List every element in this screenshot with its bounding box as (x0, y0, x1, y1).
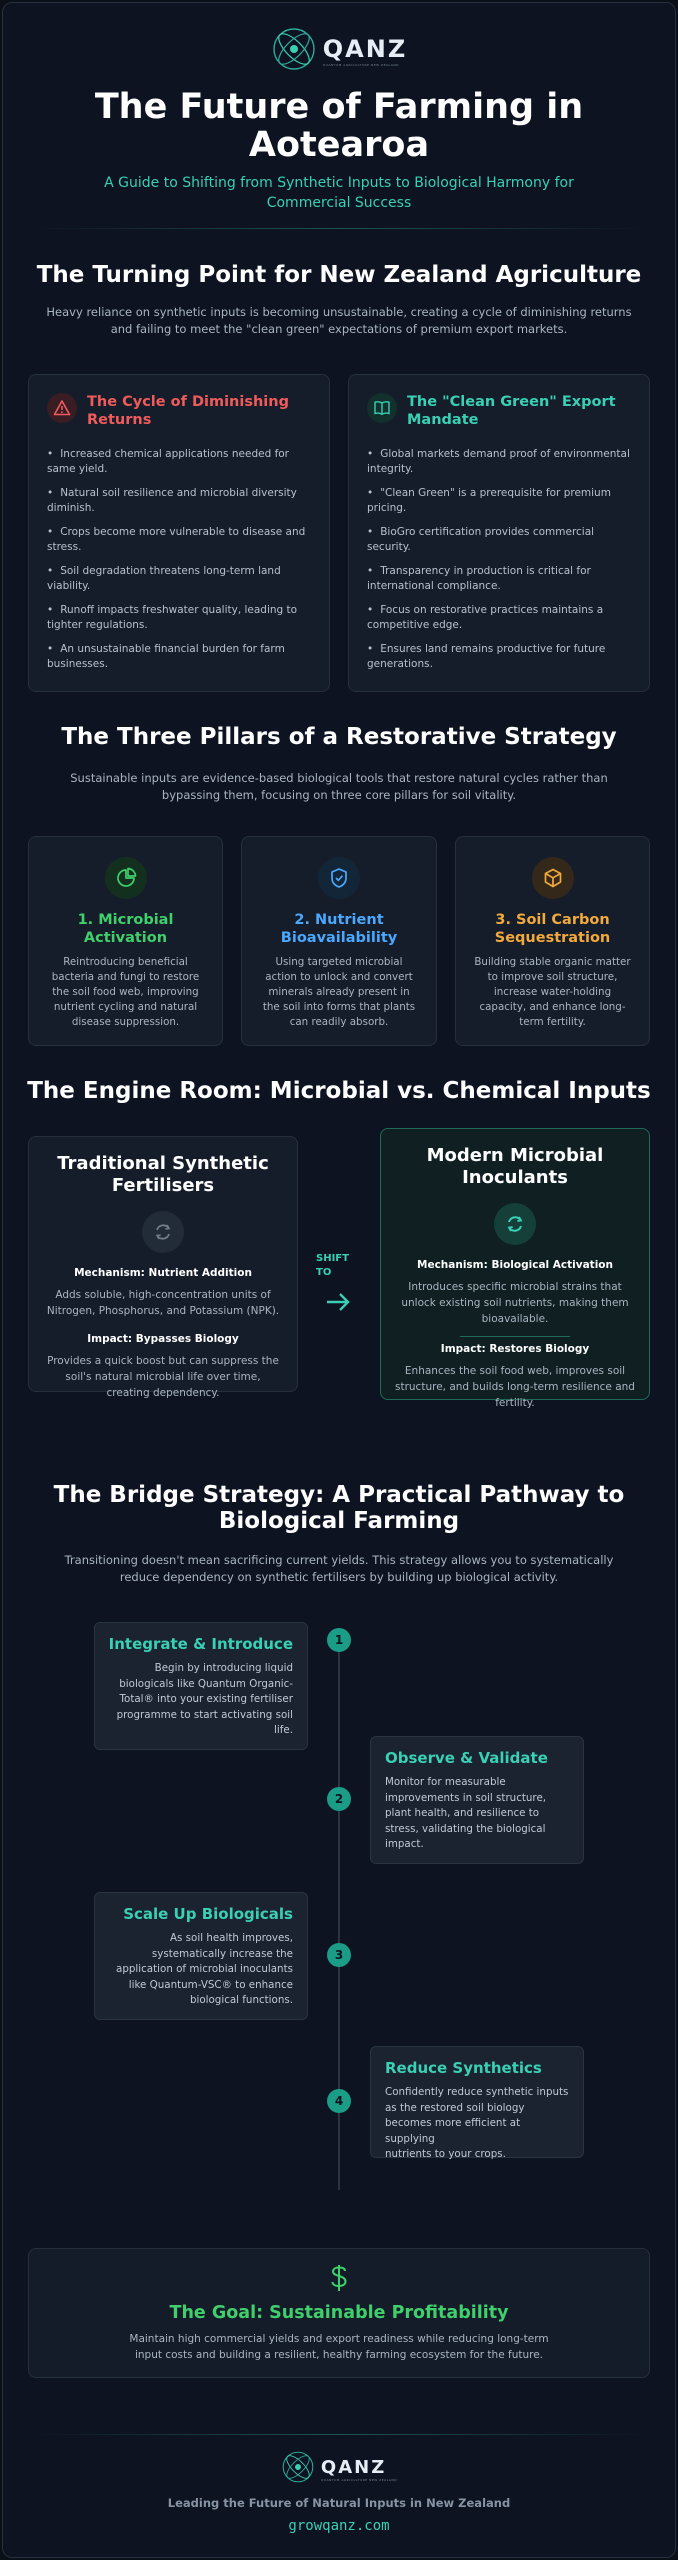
page-subtitle-line1: A Guide to Shifting from Synthetic Inputs to Biological Harmony for (104, 175, 574, 191)
step-text-line: Total® into your existing fertiliser (119, 1693, 293, 1705)
goal-card (28, 2248, 650, 2378)
footer-logo[interactable] (0, 2450, 678, 2488)
synthetic-fertilisers-card (28, 1136, 298, 1399)
step-number: 1 (327, 1628, 351, 1652)
turning-point-title: The Turning Point for New Zealand Agriculture (36, 262, 642, 288)
diminishing-returns-card (28, 374, 330, 692)
synthetic-impact-line: creating dependency. (106, 1387, 220, 1399)
logo-icon (271, 26, 317, 76)
logo-subtext: QUANTUM AGRICULTURE NEW ZEALAND (322, 63, 399, 67)
bridge-title-line1: The Bridge Strategy: A Practical Pathway to (53, 1482, 625, 1508)
pillar-title-line2: Sequestration (494, 930, 611, 946)
microbial-impact-line: fertility. (495, 1397, 535, 1409)
microbial-impact-line: Enhances the soil food web, improves soil (404, 1365, 626, 1377)
synthetic-mechanism-line: Adds soluble, high-concentration units of (55, 1289, 271, 1301)
footer-logo-text: QANZ (320, 2456, 387, 2478)
pillars-intro-line2: bypassing them, focusing on three core pillars for soil vitality. (161, 788, 517, 802)
step-number: 2 (327, 1787, 351, 1811)
synthetic-impact-text (29, 1353, 297, 1401)
step-text-line: improvements in soil structure, (385, 1791, 547, 1804)
synthetic-mechanism-line: Nitrogen, Phosphorus, and Potassium (NPK). (46, 1305, 280, 1317)
synthetic-fertilisers-title-line2: Fertilisers (111, 1175, 215, 1196)
step-text (105, 1931, 293, 2009)
pillar-text-line: the soil into forms that plants (262, 1001, 416, 1013)
shift-to-label (316, 1252, 349, 1280)
list-item: • Natural soil resilience and microbial diversity diminish. (47, 486, 315, 516)
step-text-line: Monitor for measurable (385, 1776, 506, 1788)
step-text-line: like Quantum-VSC® to enhance (128, 1978, 293, 1991)
synthetic-mechanism-text (29, 1287, 297, 1319)
footer-tagline: Leading the Future of Natural Inputs in New Zealand (167, 2496, 511, 2510)
synthetic-impact-label: Impact: Bypasses Biology (87, 1333, 239, 1345)
step-text-line: systematically increase the (151, 1947, 293, 1960)
logo-text: QANZ (322, 35, 408, 63)
page-title (0, 88, 678, 164)
header-logo[interactable] (0, 26, 678, 76)
synthetic-impact-line: Provides a quick boost but can suppress the (47, 1355, 279, 1367)
header-divider (30, 228, 648, 229)
engine-title: The Engine Room: Microbial vs. Chemical Inputs (27, 1078, 651, 1104)
microbial-mechanism-line: bioavailable. (481, 1313, 549, 1325)
turning-point-intro-line1: Heavy reliance on synthetic inputs is becoming unsustainable, creating a cycle of diminishing returns (46, 305, 632, 319)
pillar-text (242, 955, 436, 1030)
list-item: • Ensures land remains productive for future generations. (367, 642, 635, 672)
pillar-text-line: Using targeted microbial (275, 956, 403, 968)
dollar-icon (328, 2278, 350, 2297)
bridge-intro (40, 1552, 638, 1586)
warning-icon (47, 393, 77, 423)
footer-logo-subtext: QUANTUM AGRICULTURE NEW ZEALAND (320, 2477, 398, 2482)
step-text-line: biologicals like Quantum Organic- (119, 1677, 293, 1690)
pillar-title (29, 911, 222, 947)
step-text-line: nutrients to your crops. (385, 2148, 506, 2160)
list-item: • An unsustainable financial burden for farm businesses. (47, 642, 315, 672)
step-number: 4 (327, 2089, 351, 2113)
microbial-card-divider (460, 1336, 570, 1337)
microbial-mechanism-line: unlock existing soil nutrients, making them (401, 1297, 629, 1309)
pillars-intro-line1: Sustainable inputs are evidence-based biological tools that restore natural cycles rather than (70, 771, 608, 785)
page-subtitle (0, 173, 678, 213)
pillar-card-carbon (455, 836, 650, 1046)
refresh-faded-icon (142, 1211, 184, 1253)
step-text-line: plant health, and resilience to (385, 1807, 540, 1819)
pillar-card-microbial (28, 836, 223, 1046)
step-card-observe (370, 1736, 584, 1864)
step-text-line: programme to start activating soil (116, 1708, 293, 1721)
pillar-text-line: term fertility. (519, 1016, 586, 1028)
microbial-inoculants-card (380, 1128, 650, 1409)
pillar-title-line1: 3. Soil Carbon (495, 912, 610, 928)
microbial-inoculants-title-line1: Modern Microbial (426, 1145, 604, 1166)
footer-logo-icon (281, 2450, 315, 2488)
step-text-line: impact. (385, 1838, 424, 1850)
pillar-text-line: action to unlock and convert (265, 971, 413, 983)
pillar-title-line2: Activation (83, 930, 168, 946)
diminishing-returns-list (29, 429, 329, 672)
step-text-line: stress, validating the biological (385, 1822, 546, 1835)
step-card-scale-up (94, 1892, 308, 2020)
shield-icon (318, 857, 360, 899)
step-text (105, 1661, 293, 1739)
clean-green-list (349, 429, 649, 672)
microbial-impact-line: structure, and builds long-term resilience and (395, 1381, 635, 1393)
step-card-reduce (370, 2046, 584, 2158)
step-text (385, 2085, 573, 2163)
synthetic-fertilisers-title-line1: Traditional Synthetic (57, 1153, 269, 1174)
page-title-line2: Aotearoa (248, 125, 430, 165)
pillar-title (242, 911, 436, 947)
turning-point-intro (40, 304, 638, 338)
pillar-text-line: bacteria and fungi to restore (51, 971, 200, 983)
list-item: • "Clean Green" is a prerequisite for premium pricing. (367, 486, 635, 516)
list-item: • Focus on restorative practices maintains a competitive edge. (367, 603, 635, 633)
page-subtitle-line2: Commercial Success (266, 195, 412, 211)
step-text-line: as the restored soil biology (385, 2101, 525, 2114)
step-title: Scale Up Biologicals (123, 1905, 293, 1923)
synthetic-mechanism-label: Mechanism: Nutrient Addition (74, 1267, 252, 1279)
shift-label-line1: SHIFT (316, 1253, 349, 1264)
pillars-title: The Three Pillars of a Restorative Strategy (61, 724, 617, 750)
clean-green-title-line2: Mandate (407, 412, 479, 428)
microbial-mechanism-label: Mechanism: Biological Activation (417, 1259, 613, 1271)
bridge-intro-line2: reduce dependency on synthetic fertilisers by building up biological activity. (119, 1570, 559, 1584)
synthetic-impact-line: soil's natural microbial life over time, (65, 1371, 261, 1383)
synthetic-fertilisers-title (29, 1153, 297, 1197)
list-item: • BioGro certification provides commercial security. (367, 525, 635, 555)
pillar-text-line: disease suppression. (71, 1016, 180, 1028)
pillar-title-line1: 2. Nutrient (294, 912, 384, 928)
step-text (385, 1775, 573, 1853)
list-item: • Runoff impacts freshwater quality, leading to tighter regulations. (47, 603, 315, 633)
clean-green-card (348, 374, 650, 692)
step-title: Observe & Validate (385, 1749, 548, 1767)
list-item: • Crops become more vulnerable to disease and stress. (47, 525, 315, 555)
pillar-text-line: Reintroducing beneficial (63, 956, 188, 968)
pillar-text-line: to improve soil structure, (487, 971, 618, 983)
page-title-line1: The Future of Farming in (94, 87, 584, 127)
bridge-title (0, 1482, 678, 1534)
arrow-right-icon (324, 1290, 352, 1318)
pillar-text-line: Building stable organic matter (474, 956, 631, 968)
turning-point-intro-line2: and failing to meet the "clean green" expectations of premium export markets. (110, 322, 568, 336)
step-text-line: As soil health improves, (169, 1932, 293, 1944)
microbial-mechanism-line: Introduces specific microbial strains that (408, 1281, 622, 1293)
pillar-text-line: nutrient cycling and natural (53, 1001, 198, 1013)
footer-url-link[interactable]: growqanz.com (288, 2518, 390, 2534)
cube-icon (532, 857, 574, 899)
pie-chart-icon (105, 857, 147, 899)
list-item: • Increased chemical applications needed for same yield. (47, 447, 315, 477)
pillar-text-line: the soil food web, improving (52, 986, 199, 998)
step-text-line: biological functions. (189, 1994, 293, 2006)
refresh-icon (494, 1203, 536, 1245)
step-text-line: Confidently reduce synthetic inputs (385, 2086, 569, 2098)
step-card-integrate (94, 1622, 308, 1750)
book-icon (367, 393, 397, 423)
clean-green-title (407, 393, 616, 429)
microbial-inoculants-title-line2: Inoculants (462, 1167, 568, 1188)
step-title: Reduce Synthetics (385, 2059, 542, 2077)
microbial-impact-label: Impact: Restores Biology (440, 1343, 590, 1355)
bridge-title-line2: Biological Farming (218, 1508, 460, 1534)
pillar-text (456, 955, 649, 1030)
list-item: • Global markets demand proof of environmental integrity. (367, 447, 635, 477)
step-text-line: Begin by introducing liquid (154, 1662, 293, 1674)
goal-text (29, 2331, 649, 2363)
pillar-text-line: capacity, and enhance long- (479, 1001, 626, 1013)
pillar-text-line: increase water-holding (493, 986, 612, 998)
goal-title: The Goal: Sustainable Profitability (169, 2303, 509, 2323)
shift-label-line2: TO (316, 1267, 332, 1278)
pillar-title-line2: Bioavailability (280, 930, 398, 946)
list-item: • Soil degradation threatens long-term land viability. (47, 564, 315, 594)
microbial-inoculants-title (381, 1145, 649, 1189)
pillar-text (29, 955, 222, 1030)
list-item: • Transparency in production is critical for international compliance. (367, 564, 635, 594)
microbial-impact-text (381, 1363, 649, 1411)
step-number: 3 (327, 1943, 351, 1967)
clean-green-title-line1: The "Clean Green" Export (407, 394, 616, 410)
pillar-text-line: can readily absorb. (289, 1016, 389, 1028)
pillar-card-bioavailability (241, 836, 437, 1046)
goal-text-line1: Maintain high commercial yields and export readiness while reducing long-term (129, 2333, 549, 2345)
microbial-mechanism-text (381, 1279, 649, 1327)
pillar-title-line1: 1. Microbial (77, 912, 174, 928)
step-title: Integrate & Introduce (108, 1635, 293, 1653)
step-text-line: application of microbial inoculants (116, 1963, 293, 1975)
bridge-intro-line1: Transitioning doesn't mean sacrificing current yields. This strategy allows you to systematically (64, 1553, 614, 1567)
pillars-intro (60, 770, 618, 804)
step-text-line: becomes more efficient at supplying (385, 2117, 521, 2145)
pillar-title (456, 911, 649, 947)
diminishing-returns-title (87, 393, 289, 429)
goal-text-line2: input costs and building a resilient, healthy farming ecosystem for the future. (134, 2349, 544, 2361)
pillar-text-line: minerals already present in (268, 986, 410, 998)
footer-divider (30, 2434, 648, 2435)
diminishing-returns-title-line2: Returns (87, 412, 152, 428)
diminishing-returns-title-line1: The Cycle of Diminishing (87, 394, 289, 410)
step-text-line: life. (274, 1724, 293, 1736)
